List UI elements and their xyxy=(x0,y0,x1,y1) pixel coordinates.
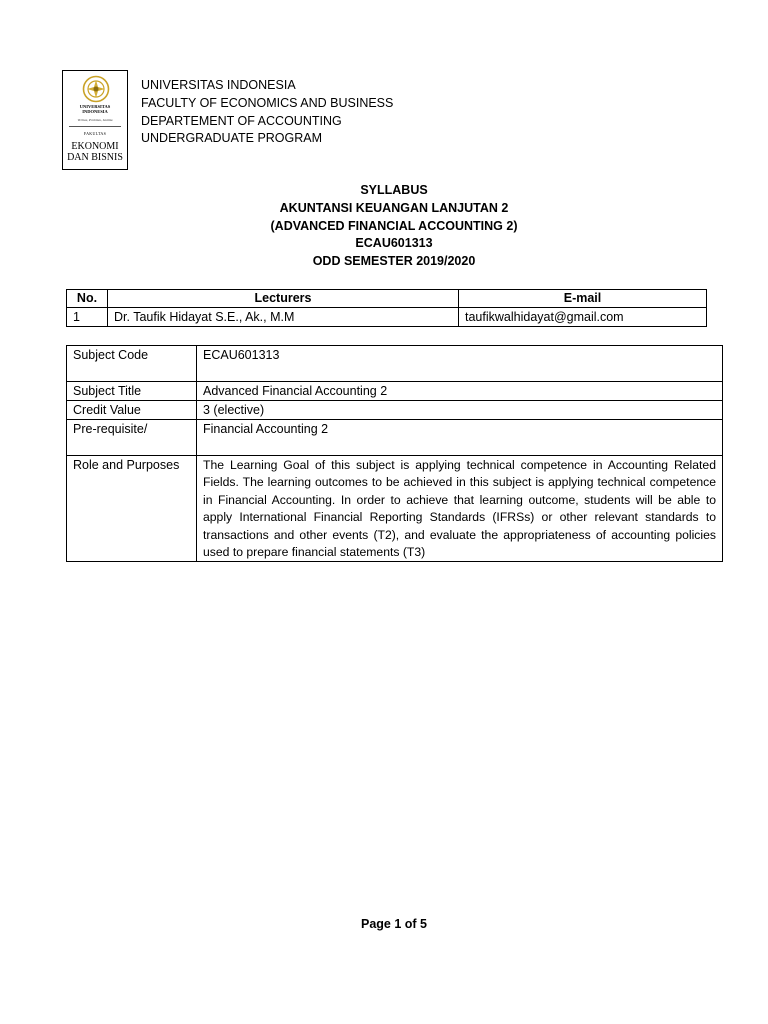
logo-divider xyxy=(69,126,121,127)
university-logo xyxy=(62,70,128,170)
syllabus-title xyxy=(0,182,768,271)
table-row xyxy=(67,456,723,562)
cell-email: taufikwalhidayat@gmail.com xyxy=(459,308,707,327)
header-line: DEPARTEMENT OF ACCOUNTING xyxy=(141,113,342,128)
page-number: Page 1 of 5 xyxy=(361,917,427,931)
logo-university-text: UNIVERSITAS INDONESIA xyxy=(79,104,111,114)
makara-emblem-icon xyxy=(82,75,110,103)
table-row xyxy=(67,420,723,456)
title-line: AKUNTANSI KEUANGAN LANJUTAN 2 xyxy=(279,200,509,215)
row-label: Credit Value xyxy=(67,401,197,420)
table-row xyxy=(67,308,707,327)
title-line: (ADVANCED FINANCIAL ACCOUNTING 2) xyxy=(270,218,518,233)
row-label: Subject Code xyxy=(67,346,197,382)
title-line: ODD SEMESTER 2019/2020 xyxy=(312,254,476,269)
row-value: Advanced Financial Accounting 2 xyxy=(197,382,723,401)
cell-lecturer: Dr. Taufik Hidayat S.E., Ak., M.M xyxy=(108,308,459,327)
table-row xyxy=(67,346,723,382)
header-line: UNDERGRADUATE PROGRAM xyxy=(141,131,323,146)
table-header-row xyxy=(67,290,707,308)
column-header-no: No. xyxy=(67,290,108,308)
row-label: Role and Purposes xyxy=(67,456,197,562)
row-label: Pre-requisite/ xyxy=(67,420,197,456)
title-line: ECAU601313 xyxy=(355,236,433,251)
header-line: FACULTY OF ECONOMICS AND BUSINESS xyxy=(141,95,394,110)
lecturers-table xyxy=(66,289,707,327)
title-line: SYLLABUS xyxy=(360,183,428,197)
row-value: 3 (elective) xyxy=(197,401,723,420)
column-header-lecturers: Lecturers xyxy=(108,290,459,308)
logo-faculty-name: EKONOMI DAN BISNIS xyxy=(67,141,123,163)
logo-motto: Veritas, Probitas, Iustitia xyxy=(77,118,113,122)
header-line: UNIVERSITAS INDONESIA xyxy=(141,78,296,92)
role-purposes-text: The Learning Goal of this subject is applying technical competence in Accounting Related Fields. The learning outcomes to be achieved in this subject is applying technical competence in Financial Accounting. In order to achieve that learning outcome, students will be able to apply International Financial Reporting Standards (IFRSs) or other relevant standards to transactions and other events (T2), and evaluate the appropriateness of accounting policies used to prepare financial statements (T3) xyxy=(197,456,723,562)
cell-no: 1 xyxy=(67,308,108,327)
row-value: Financial Accounting 2 xyxy=(197,420,723,456)
row-value: ECAU601313 xyxy=(197,346,723,382)
column-header-email: E-mail xyxy=(459,290,707,308)
subject-info-table xyxy=(66,345,723,562)
institution-header xyxy=(141,77,393,148)
table-row xyxy=(67,382,723,401)
logo-faculty-label: FAKULTAS xyxy=(83,131,107,136)
row-label: Subject Title xyxy=(67,382,197,401)
table-row xyxy=(67,401,723,420)
